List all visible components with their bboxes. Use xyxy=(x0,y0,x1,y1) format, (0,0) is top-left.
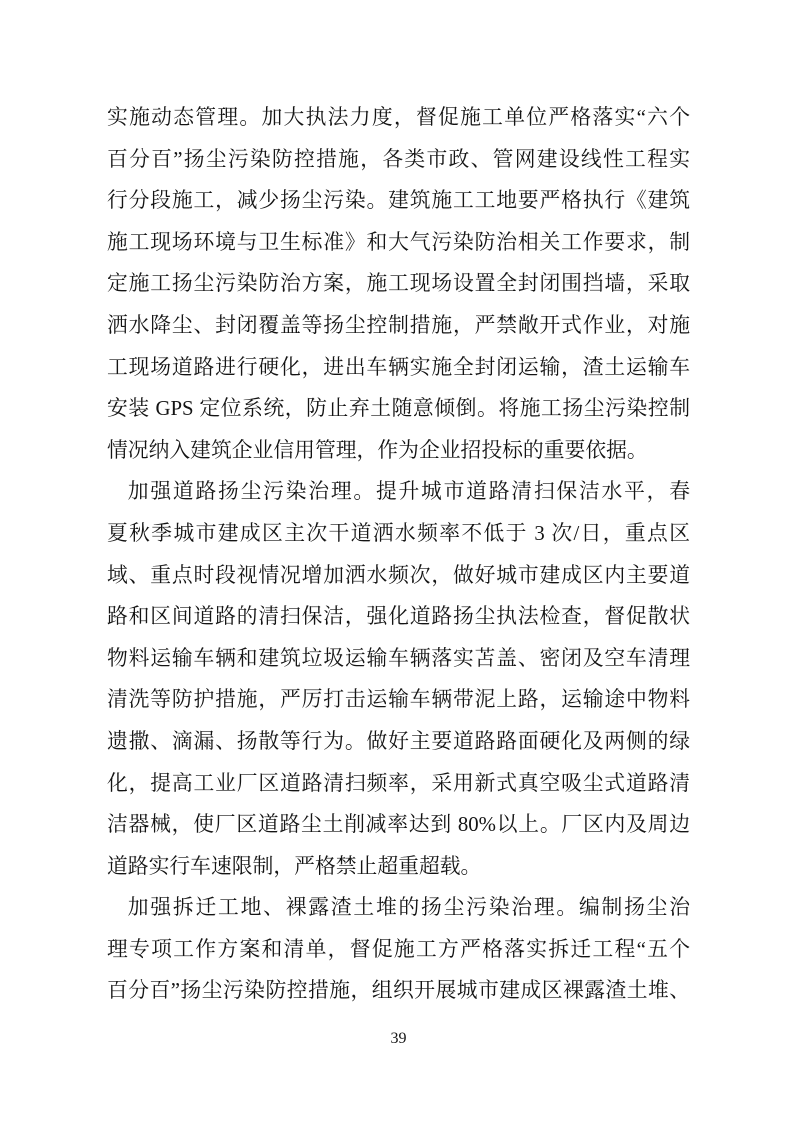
text-line: 道路实行车速限制，严格禁止超重超载。 xyxy=(107,854,482,878)
text-line: 百分百”扬尘污染防控措施，各类市政、管网建设线性工程实 xyxy=(107,147,690,171)
text-line: 情况纳入建筑企业信用管理，作为企业招投标的重要依据。 xyxy=(107,438,648,462)
page-number: 39 xyxy=(390,1030,407,1047)
text-line: 加强道路扬尘污染治理。提升城市道路清扫保洁水平，春 xyxy=(127,480,690,504)
text-line: 安装 GPS 定位系统，防止弃土随意倾倒。将施工扬尘污染控制 xyxy=(107,397,690,421)
text-line: 物料运输车辆和建筑垃圾运输车辆落实苫盖、密闭及空车清理 xyxy=(107,646,690,670)
text-line: 洒水降尘、封闭覆盖等扬尘控制措施，严禁敞开式作业，对施 xyxy=(107,313,690,337)
text-line: 夏秋季城市建成区主次干道洒水频率不低于 3 次/日，重点区 xyxy=(107,521,690,545)
text-line: 路和区间道路的清扫保洁，强化道路扬尘执法检查，督促散状 xyxy=(107,605,690,629)
text-line: 化，提高工业厂区道路清扫频率，采用新式真空吸尘式道路清 xyxy=(107,771,690,795)
text-line: 遗撒、滴漏、扬散等行为。做好主要道路路面硬化及两侧的绿 xyxy=(107,729,690,753)
text-line: 理专项工作方案和清单，督促施工方严格落实拆迁工程“五个 xyxy=(107,937,690,961)
text-line: 加强拆迁工地、裸露渣土堆的扬尘污染治理。编制扬尘治 xyxy=(127,896,690,920)
text-line: 行分段施工，减少扬尘污染。建筑施工工地要严格执行《建筑 xyxy=(107,189,690,213)
text-line: 工现场道路进行硬化，进出车辆实施全封闭运输，渣土运输车 xyxy=(107,355,690,379)
paragraph xyxy=(107,887,690,1012)
paragraph xyxy=(107,97,690,471)
text-line: 定施工扬尘污染防治方案，施工现场设置全封闭围挡墙，采取 xyxy=(107,272,690,296)
text-line: 洁器械，使厂区道路尘土削减率达到 80%以上。厂区内及周边 xyxy=(107,813,690,837)
document-body xyxy=(107,97,690,1012)
text-line: 域、重点时段视情况增加洒水频次，做好城市建成区内主要道 xyxy=(107,563,690,587)
text-line: 实施动态管理。加大执法力度，督促施工单位严格落实“六个 xyxy=(107,106,690,129)
text-line: 百分百”扬尘污染防控措施，组织开展城市建成区裸露渣土堆、 xyxy=(107,979,690,1003)
text-line: 清洗等防护措施，严厉打击运输车辆带泥上路，运输途中物料 xyxy=(107,688,690,712)
paragraph xyxy=(107,471,690,887)
text-line: 施工现场环境与卫生标准》和大气污染防治相关工作要求，制 xyxy=(107,230,690,254)
